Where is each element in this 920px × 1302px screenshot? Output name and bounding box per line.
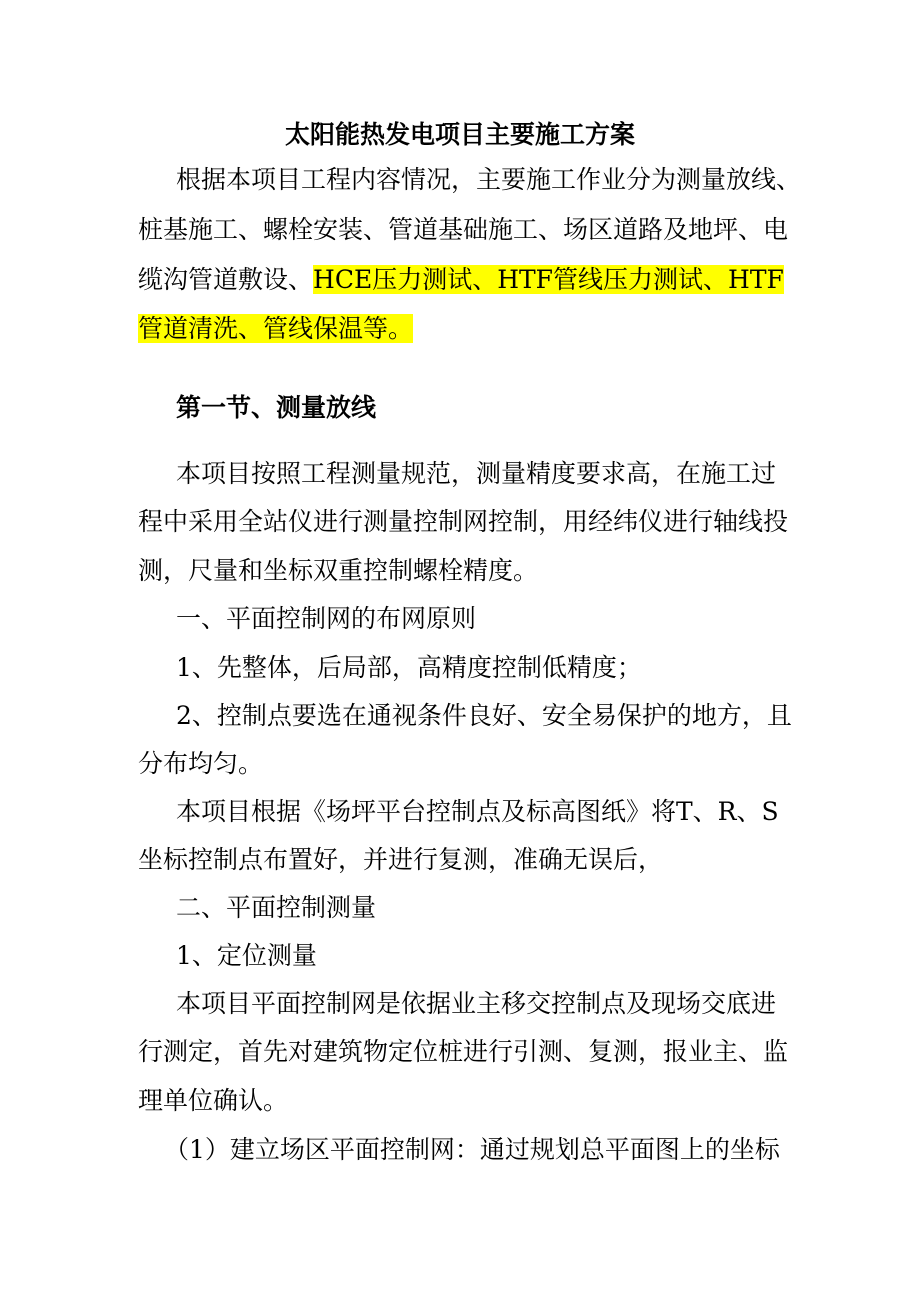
intro-line-1: 根据本项目工程内容情况，主要施工作业分为测量放线、: [176, 165, 802, 194]
list-item: 1、先整体，后局部，高精度控制低精度；: [176, 653, 642, 682]
paragraph-line: 理单位确认。: [138, 1086, 289, 1115]
document-title: 太阳能热发电项目主要施工方案: [284, 120, 635, 149]
intro-line-4: [138, 311, 413, 347]
intro-line-3-text: 缆沟管道敷设、: [138, 265, 314, 294]
section-heading: 第一节、测量放线: [176, 393, 377, 422]
list-item: 1、定位测量: [176, 941, 317, 970]
paragraph-line: 本项目根据《场坪平台控制点及标高图纸》将T、R、S: [176, 797, 779, 826]
list-item: 2、控制点要选在通视条件良好、安全易保护的地方，且: [176, 701, 792, 730]
paragraph-line: 本项目平面控制网是依据业主移交控制点及现场交底进: [176, 989, 777, 1018]
paragraph-line: 本项目按照工程测量规范，测量精度要求高，在施工过: [176, 459, 777, 488]
list-heading: 一、平面控制网的布网原则: [176, 604, 477, 633]
paragraph-line: 测，尺量和坐标双重控制螺栓精度。: [138, 556, 539, 585]
paragraph-line: 程中采用全站仪进行测量控制网控制，用经纬仪进行轴线投: [138, 507, 789, 536]
intro-line-2: 桩基施工、螺栓安装、管道基础施工、场区道路及地坪、电: [138, 215, 789, 244]
paragraph-line: 行测定，首先对建筑物定位桩进行引测、复测，报业主、监: [138, 1037, 789, 1066]
highlighted-text: HCE压力测试、HTF管线压力测试、HTF: [313, 265, 784, 294]
highlighted-text: 管道清洗、管线保温等。: [138, 314, 414, 343]
list-item-continuation: 分布均匀。: [138, 749, 264, 778]
intro-line-3: [138, 262, 783, 298]
list-heading: 二、平面控制测量: [176, 893, 377, 922]
paragraph-line: 坐标控制点布置好，并进行复测，准确无误后，: [138, 845, 664, 874]
list-item: （1）建立场区平面控制网：通过规划总平面图上的坐标: [164, 1135, 780, 1164]
